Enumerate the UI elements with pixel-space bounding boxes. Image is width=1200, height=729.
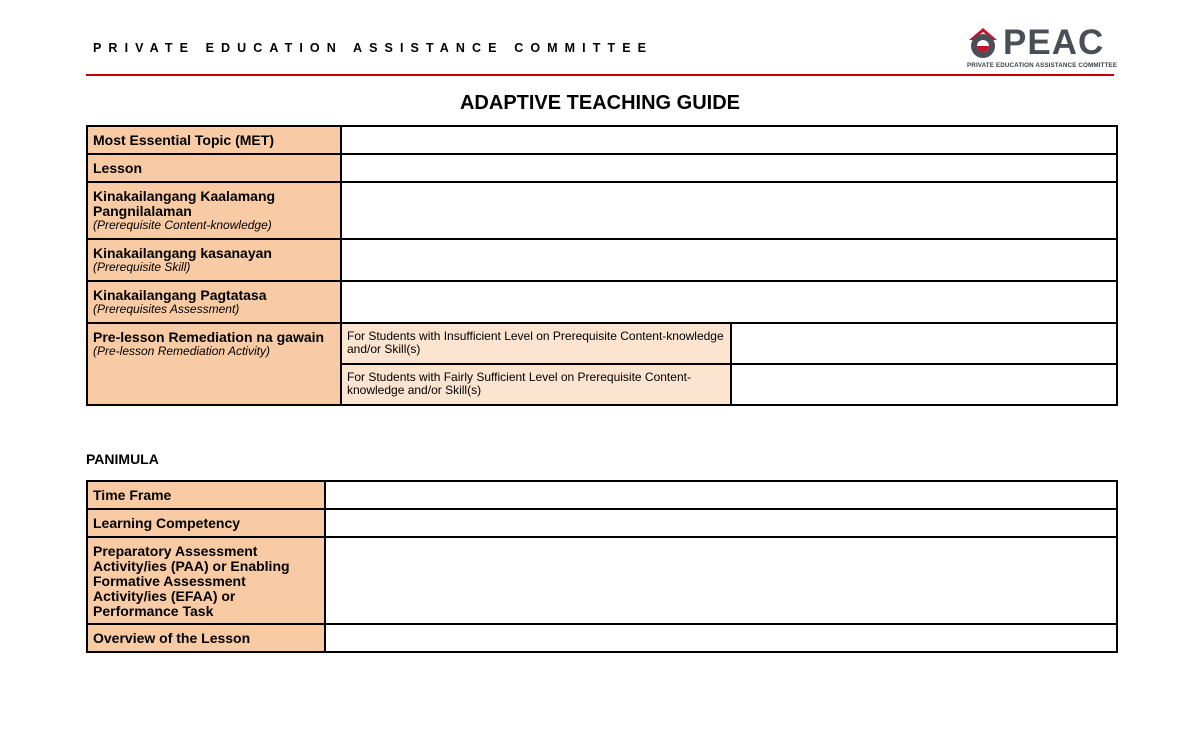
table-row (87, 537, 1117, 624)
label-subtext: (Prerequisite Skill) (93, 260, 191, 274)
logo-wordmark: PEAC (1003, 23, 1105, 62)
table-row (87, 323, 1117, 364)
table-row (87, 182, 1117, 239)
row-label-prerequisite-assessment (87, 281, 341, 323)
logo-subtitle: PRIVATE EDUCATION ASSISTANCE COMMITTEE (967, 62, 1118, 69)
row-label-overview (87, 624, 325, 652)
preparatory-assessment-field[interactable] (325, 537, 1117, 624)
remediation-insufficient-field[interactable] (731, 323, 1117, 364)
document-title: ADAPTIVE TEACHING GUIDE (459, 92, 741, 114)
row-label-pre-lesson-remediation (87, 323, 341, 405)
row-label-time-frame (87, 481, 325, 509)
label-text: Preparatory Assessment Activity/ies (PAA) or Enabling Formative Assessment Activity/ies (EFAA) or Performance Task (93, 543, 290, 619)
panimula-table (86, 480, 1118, 653)
label-subtext: (Pre-lesson Remediation Activity) (93, 344, 270, 358)
met-field[interactable] (341, 126, 1117, 154)
row-label-prerequisite-content (87, 182, 341, 239)
label-text: Time Frame (93, 487, 172, 503)
prerequisite-content-field[interactable] (341, 182, 1117, 239)
label-text: Overview of the Lesson (93, 630, 251, 646)
table-row (87, 239, 1117, 281)
table-row (87, 509, 1117, 537)
table-row (87, 624, 1117, 652)
learning-competency-field[interactable] (325, 509, 1117, 537)
label-subtext: (Prerequisite Content-knowledge) (93, 218, 272, 232)
header-rule (86, 74, 1114, 76)
label-text: Kinakailangang Pagtatasa (93, 287, 267, 303)
remediation-fairly-sufficient-field[interactable] (731, 364, 1117, 405)
label-text: Pre-lesson Remediation na gawain (93, 329, 325, 345)
peac-emblem-icon (966, 26, 1000, 60)
label-text: Lesson (93, 160, 143, 176)
remediation-option-fairly-sufficient: For Students with Fairly Sufficient Level on Prerequisite Content-knowledge and/or Skill(s) (341, 364, 731, 405)
peac-logo (966, 23, 1118, 72)
row-label-lesson (87, 154, 341, 182)
row-label-learning-competency (87, 509, 325, 537)
overview-field[interactable] (325, 624, 1117, 652)
remediation-option-insufficient: For Students with Insufficient Level on Prerequisite Content-knowledge and/or Skill(s) (341, 323, 731, 364)
row-label-met (87, 126, 341, 154)
table-row (87, 126, 1117, 154)
section-heading-panimula: PANIMULA (86, 451, 159, 467)
time-frame-field[interactable] (325, 481, 1117, 509)
lesson-field[interactable] (341, 154, 1117, 182)
prerequisite-skill-field[interactable] (341, 239, 1117, 281)
table-row (87, 154, 1117, 182)
prerequisite-table (86, 125, 1118, 406)
table-row (87, 481, 1117, 509)
label-text: Kinakailangang Kaalamang Pangnilalaman (93, 188, 276, 219)
label-text: Most Essential Topic (MET) (93, 132, 274, 148)
prerequisite-assessment-field[interactable] (341, 281, 1117, 323)
label-text: Kinakailangang kasanayan (93, 245, 272, 261)
row-label-prerequisite-skill (87, 239, 341, 281)
label-text: Learning Competency (93, 515, 241, 531)
label-subtext: (Prerequisites Assessment) (93, 302, 240, 316)
table-row (87, 281, 1117, 323)
organization-name: PRIVATE EDUCATION ASSISTANCE COMMITTEE (93, 41, 654, 55)
row-label-preparatory-assessment (87, 537, 325, 624)
